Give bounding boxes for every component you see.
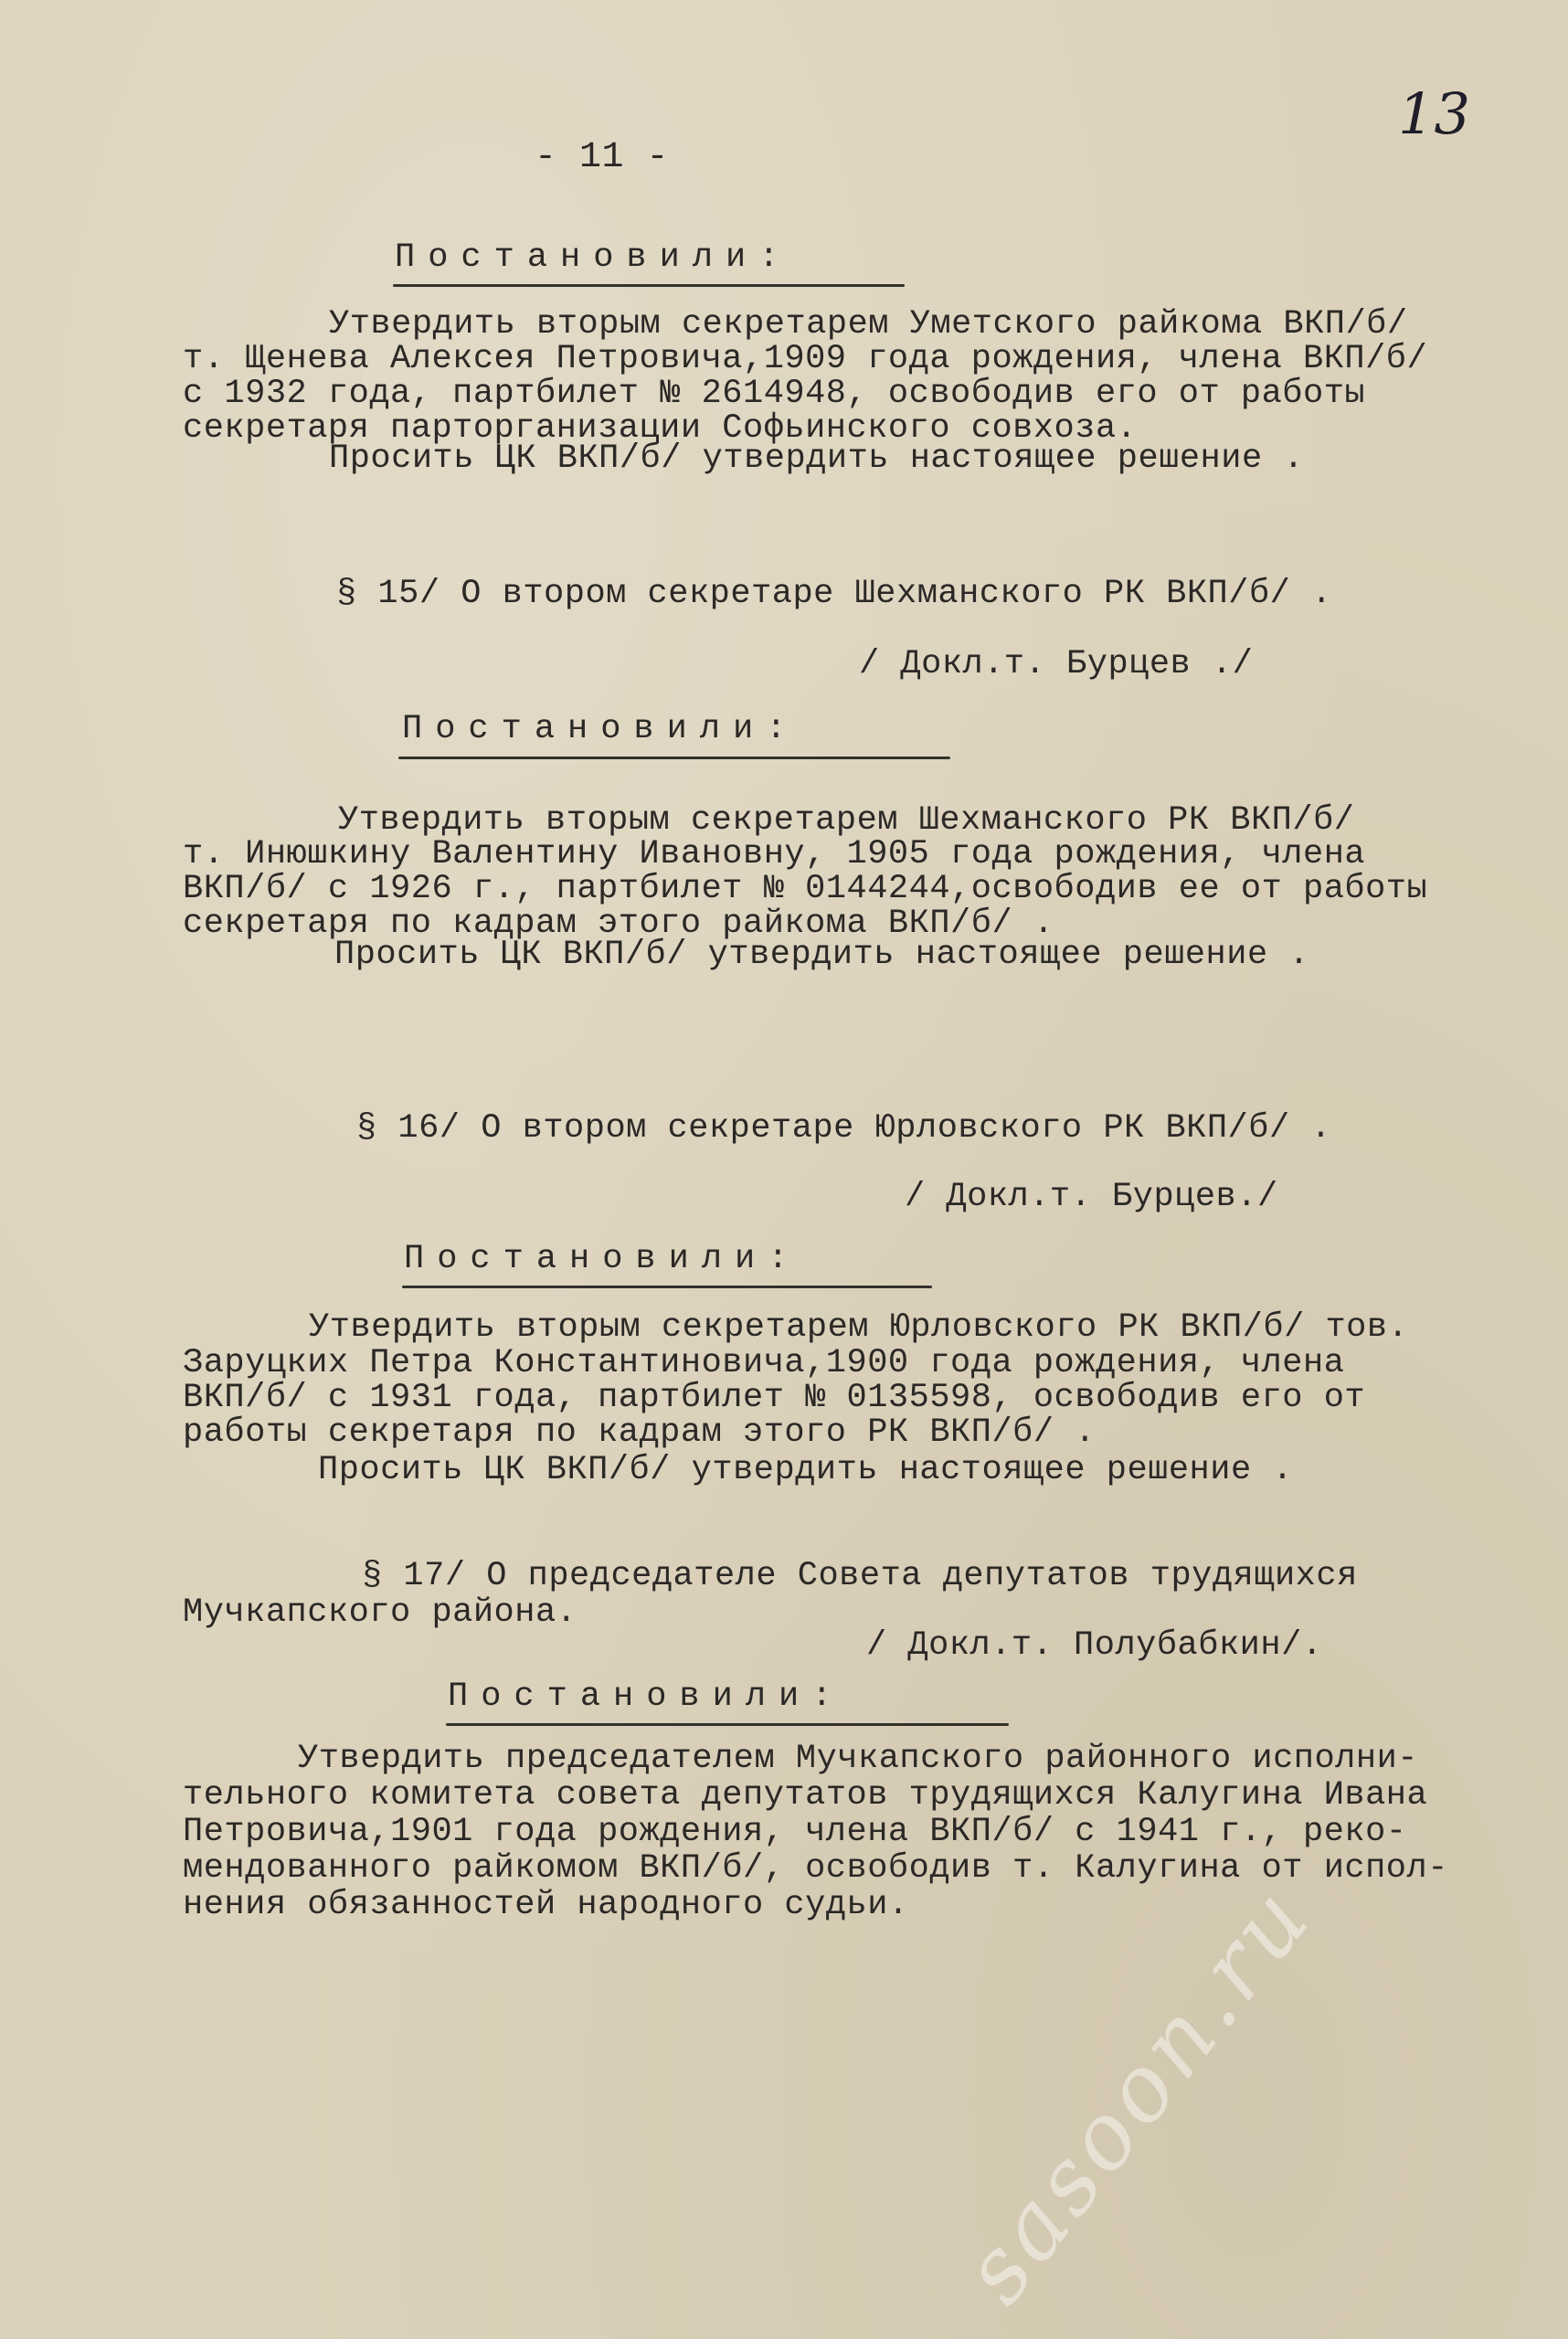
heading-underline [393,284,905,287]
body-line: Просить ЦК ВКП/б/ утвердить настоящее решение . [318,1451,1294,1489]
body-line: т. Щенева Алексея Петровича,1909 года рождения, члена ВКП/б/ [183,340,1428,378]
body-line: с 1932 года, партбилет № 2614948, освободив его от работы [183,375,1366,413]
section-title: § 17/ О председателе Совета депутатов трудящихся [362,1557,1358,1595]
body-line: Утвердить председателем Мучкапского районного исполни- [298,1740,1418,1778]
heading-underline [402,1286,932,1288]
decided-heading: Постановили: [395,238,792,277]
folio-number: 13 [1398,80,1470,147]
body-line: нения обязанностей народного судьи. [183,1886,909,1924]
body-line: мендованного райкомом ВКП/б/, освободив т. Калугина от испол- [183,1849,1448,1888]
decided-heading: Постановили: [402,710,800,748]
speaker-line: / Докл.т. Бурцев./ [905,1178,1278,1216]
heading-underline [446,1723,1009,1726]
decided-heading: Постановили: [404,1240,801,1278]
page-number: - 11 - [535,137,670,178]
section-title: § 16/ О втором секретаре Юрловского РК ВКП/б/ . [356,1109,1332,1148]
body-line: секретаря парторганизации Софьинского совхоза. [183,409,1138,448]
speaker-line: / Докл.т. Полубабкин/. [866,1626,1323,1665]
body-line: секретаря по кадрам этого райкома ВКП/б/ . [183,905,1054,943]
decided-heading: Постановили: [448,1678,845,1716]
watermark: sasoon.ru [941,1864,1332,2323]
body-line: Просить ЦК ВКП/б/ утвердить настоящее решение . [334,936,1310,974]
body-line: Просить ЦК ВКП/б/ утвердить настоящее решение . [329,439,1305,478]
body-line: работы секретаря по кадрам этого РК ВКП/б/ . [183,1413,1096,1452]
body-line: Утвердить вторым секретарем Уметского райкома ВКП/б/ [329,305,1408,344]
speaker-line: / Докл.т. Бурцев ./ [859,645,1254,683]
heading-underline [398,757,950,759]
body-line: Утвердить вторым секретарем Шехманского РК ВКП/б/ [338,801,1355,840]
section-title: Мучкапского района. [183,1593,577,1632]
body-line: ВКП/б/ с 1926 г., партбилет № 0144244,освободив ее от работы [183,870,1428,908]
body-line: ВКП/б/ с 1931 года, партбилет № 0135598, освободив его от [183,1379,1366,1417]
section-title: § 15/ О втором секретаре Шехманского РК ВКП/б/ . [336,575,1332,613]
body-line: Заруцких Петра Константиновича,1900 года рождения, члена [183,1344,1345,1382]
body-line: тельного комитета совета депутатов трудящихся Калугина Ивана [183,1776,1428,1815]
body-line: т. Инюшкину Валентину Ивановну, 1905 года рождения, члена [183,835,1366,873]
body-line: Утвердить вторым секретарем Юрловского РК ВКП/б/ тов. [309,1308,1409,1347]
body-line: Петровича,1901 года рождения, члена ВКП/б/ с 1941 г., реко- [183,1813,1407,1851]
